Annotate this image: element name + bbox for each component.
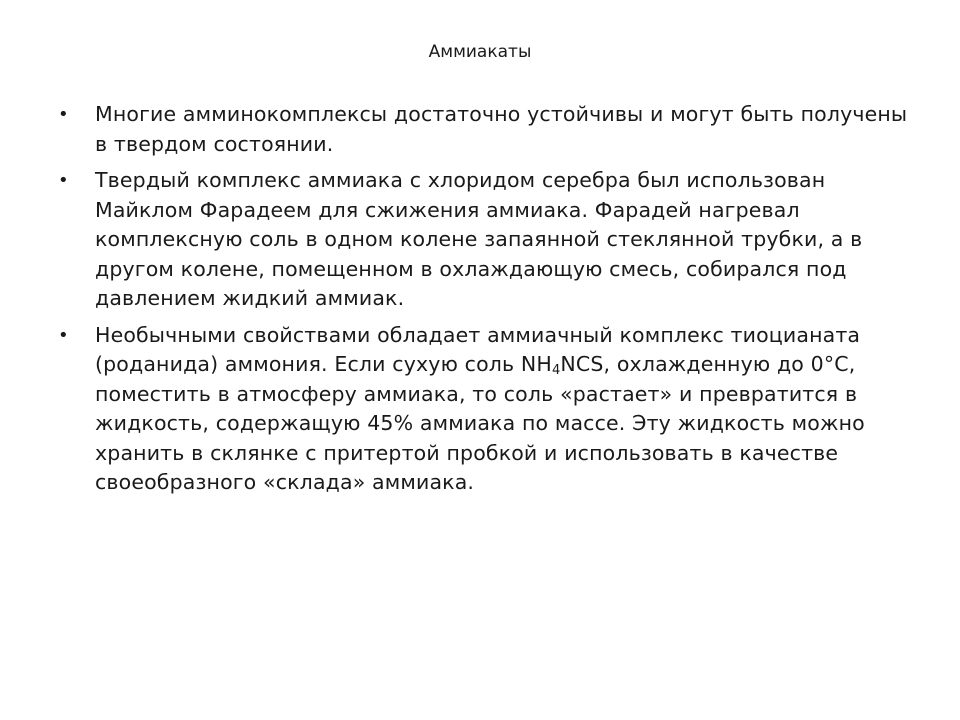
- bullet-list: [58, 100, 908, 505]
- bullet-text-1: Многие амминокомплексы достаточно устойчивы и могут быть получены в твердом состоянии.: [95, 102, 908, 156]
- bullet-icon: •: [58, 104, 69, 125]
- bullet-item-2: [58, 166, 908, 314]
- bullet-item-1: [58, 100, 908, 159]
- formula-part-1: NH: [520, 352, 552, 376]
- bullet-icon: •: [58, 324, 69, 346]
- bullet-item-3: [58, 321, 908, 498]
- formula-part-2: NCS: [560, 352, 604, 376]
- text-before-formula: Необычными свойствами обладает аммиачный комплекс тиоцианата (роданида) аммония. Если сухую соль: [95, 322, 861, 376]
- slide-title: Аммиакаты: [428, 42, 532, 62]
- bullet-text-3: [95, 321, 908, 498]
- bullet-text-2: Твердый комплекс аммиака с хлоридом серебра был использован Майклом Фарадеем для сжижения аммиака. Фарадей нагревал комплексную соль в одном колене запаянной стеклянной трубки, а в другом колене, помещенном в охлаждающую смесь, собирался под давлением жидкий аммиак.: [95, 168, 863, 310]
- text-after-formula: , охлажденную до 0°С, поместить в атмосферу аммиака, то соль «растает» и превратится в жидкость, содержащую 45% аммиака по массе. Эту жидкость можно хранить в склянке с притертой пробкой и использовать в качестве своеобразного «склада» аммиака.: [95, 352, 865, 494]
- chemical-formula: [521, 352, 604, 376]
- bullet-icon: •: [58, 170, 69, 191]
- formula-subscript: 4: [551, 363, 561, 378]
